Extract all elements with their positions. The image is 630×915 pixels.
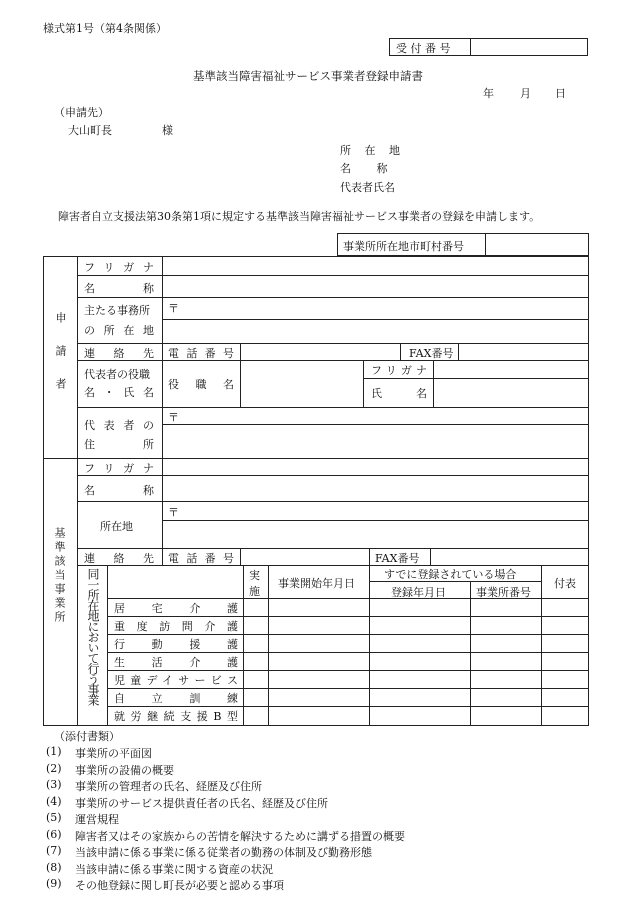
- attachment-item: 当該申請に係る事業に係る従業者の勤務の体制及び勤務形態: [75, 846, 372, 859]
- main-office-address-field[interactable]: [164, 321, 586, 341]
- addressee-label: （申請先）: [54, 106, 109, 119]
- service-attachment-field[interactable]: [543, 599, 587, 615]
- representative-label-1: 代表者の役職: [84, 368, 150, 381]
- date-day: 日: [555, 87, 566, 100]
- service-reg-date-field[interactable]: [371, 599, 469, 615]
- implemented-label-1: 実: [249, 569, 260, 582]
- applicant-location-label: 所 在 地: [340, 144, 405, 157]
- service-attachment-field[interactable]: [543, 635, 587, 651]
- attachment-item: 障害者又はその家族からの苦情を解決するために講ずる措置の概要: [75, 829, 405, 843]
- service-office-no-field[interactable]: [472, 707, 540, 723]
- service-reg-date-field[interactable]: [371, 617, 469, 633]
- receipt-number-field[interactable]: [472, 39, 586, 55]
- service-implemented-field[interactable]: [245, 707, 267, 723]
- applicant-representative-label: 代表者氏名: [340, 181, 395, 194]
- applicant-name-label: 名 称: [340, 162, 388, 175]
- attachment-number: (7): [46, 844, 62, 857]
- attachment-number: (1): [46, 745, 62, 758]
- service-reg-date-field[interactable]: [371, 707, 469, 723]
- service-office-no-field[interactable]: [472, 689, 540, 705]
- already-registered-label: すでに登録されている場合: [384, 568, 517, 581]
- receipt-number-label: 受 付 番 号: [396, 42, 451, 55]
- service-start-date-field[interactable]: [270, 617, 368, 633]
- office-tel-label: 電話番号: [168, 552, 234, 565]
- rep-address-postal-mark: 〒: [168, 411, 179, 424]
- addressee: 大山町長: [68, 124, 112, 137]
- service-name: 児童デイサービス: [114, 674, 238, 687]
- service-office-no-field[interactable]: [472, 653, 540, 669]
- office-address-field[interactable]: [164, 522, 586, 546]
- service-implemented-field[interactable]: [245, 671, 267, 687]
- applicant-fax-label: FAX番号: [409, 347, 454, 360]
- service-name: 生活介護: [114, 656, 238, 669]
- service-start-date-field[interactable]: [270, 599, 368, 615]
- service-implemented-field[interactable]: [245, 635, 267, 651]
- service-name: 自立訓練: [114, 692, 238, 705]
- office-section-label: 基準該当事業所: [53, 527, 66, 625]
- service-reg-date-field[interactable]: [371, 653, 469, 669]
- attachment-item: 事業所の管理者の氏名、経歴及び住所: [75, 780, 262, 793]
- registration-date-label: 登録年月日: [391, 586, 446, 599]
- service-implemented-field[interactable]: [245, 617, 267, 633]
- attachment-number: (2): [46, 761, 62, 775]
- applicant-name-field[interactable]: [164, 278, 586, 296]
- service-implemented-field[interactable]: [245, 653, 267, 669]
- rep-furigana-field[interactable]: [435, 362, 586, 377]
- page-title: 基準該当障害福祉サービス事業者登録申請書: [193, 69, 423, 83]
- applicant-furigana-label: フリガナ: [84, 261, 154, 274]
- same-location-label: 同一所在地において行う事業: [86, 568, 100, 705]
- applicant-furigana-field[interactable]: [164, 258, 586, 274]
- municipality-code-field[interactable]: [487, 235, 587, 254]
- attachments-label: （添付書類）: [54, 730, 120, 743]
- rep-name-label: 氏名: [371, 387, 427, 400]
- applicant-tel-label: 電話番号: [168, 347, 234, 360]
- rep-address-label-2: 住所: [84, 438, 154, 451]
- municipality-code-label: 事業所所在地市町村番号: [343, 240, 464, 253]
- position-label: 役職名: [168, 378, 234, 391]
- applicant-tel-field[interactable]: [242, 345, 398, 359]
- attachment-number: (9): [46, 877, 62, 890]
- start-date-label: 事業開始年月日: [278, 577, 355, 590]
- attachment-label: 付表: [554, 577, 576, 590]
- office-postal-mark: 〒: [168, 506, 179, 519]
- rep-address-field[interactable]: [164, 426, 586, 456]
- main-office-label-2: の所在地: [84, 324, 154, 337]
- rep-address-postal-field[interactable]: [180, 409, 586, 423]
- applicant-section-label: 申請者: [54, 312, 67, 411]
- rep-furigana-label: フリガナ: [371, 364, 427, 377]
- implemented-label-2: 施: [249, 585, 260, 598]
- service-start-date-field[interactable]: [270, 671, 368, 687]
- office-furigana-label: フリガナ: [84, 462, 154, 475]
- attachment-number: (4): [46, 794, 62, 808]
- service-attachment-field[interactable]: [543, 617, 587, 633]
- date-year: 年: [483, 87, 494, 100]
- attachment-number: (3): [46, 778, 62, 791]
- applicant-name-label-cell: 名称: [84, 282, 154, 295]
- service-name: 行動援護: [114, 638, 238, 651]
- attachment-item: その他登録に関し町長が必要と認める事項: [75, 879, 284, 892]
- office-fax-label: FAX番号: [375, 552, 420, 565]
- service-implemented-field[interactable]: [245, 599, 267, 615]
- service-start-date-field[interactable]: [270, 653, 368, 669]
- office-fax-field[interactable]: [432, 550, 586, 564]
- applicant-contact-label: 連絡先: [84, 347, 154, 360]
- service-reg-date-field[interactable]: [371, 635, 469, 651]
- office-furigana-field[interactable]: [164, 459, 586, 474]
- service-attachment-field[interactable]: [543, 671, 587, 687]
- office-name-label: 名称: [84, 484, 154, 497]
- office-location-label: 所在地: [100, 520, 133, 533]
- rep-name-field[interactable]: [435, 380, 586, 406]
- office-postal-field[interactable]: [180, 503, 586, 519]
- service-attachment-field[interactable]: [543, 653, 587, 669]
- honorific: 様: [162, 124, 173, 137]
- service-attachment-field[interactable]: [543, 689, 587, 705]
- attachment-item: 事業所の平面図: [75, 747, 152, 760]
- application-statement: 障害者自立支援法第30条第1項に規定する基準該当障害福祉サービス事業者の登録を申請します。: [58, 210, 541, 223]
- attachment-number: (8): [46, 860, 62, 874]
- service-implemented-field[interactable]: [245, 689, 267, 705]
- main-office-postal-mark: 〒: [168, 302, 179, 315]
- attachment-number: (6): [46, 827, 62, 841]
- service-office-no-field[interactable]: [472, 671, 540, 687]
- service-office-no-field[interactable]: [472, 599, 540, 615]
- service-office-no-field[interactable]: [472, 635, 540, 651]
- attachment-item: 事業所のサービス提供責任者の氏名、経歴及び住所: [75, 796, 328, 810]
- service-start-date-field[interactable]: [270, 689, 368, 705]
- rep-address-label-1: 代表者の: [84, 419, 154, 432]
- applicant-fax-field[interactable]: [460, 345, 586, 359]
- position-field[interactable]: [242, 362, 361, 405]
- service-name: 重度訪問介護: [114, 620, 238, 633]
- office-number-label: 事業所番号: [476, 586, 531, 599]
- service-reg-date-field[interactable]: [371, 689, 469, 705]
- office-tel-field[interactable]: [242, 550, 367, 564]
- office-name-field[interactable]: [164, 477, 586, 499]
- service-attachment-field[interactable]: [543, 707, 587, 723]
- service-office-no-field[interactable]: [472, 617, 540, 633]
- attachment-item: 事業所の設備の概要: [75, 763, 174, 777]
- service-start-date-field[interactable]: [270, 635, 368, 651]
- representative-label-2: 名・氏名: [84, 386, 154, 399]
- attachment-item: 運営規程: [75, 813, 119, 826]
- attachment-item: 当該申請に係る事業に関する資産の状況: [75, 862, 273, 876]
- attachment-number: (5): [46, 811, 62, 824]
- office-contact-label: 連絡先: [84, 552, 154, 565]
- service-start-date-field[interactable]: [270, 707, 368, 723]
- service-name: 居宅介護: [114, 602, 238, 615]
- form-number: 様式第1号（第4条関係）: [43, 22, 167, 35]
- main-office-postal-field[interactable]: [180, 299, 586, 317]
- date-month: 月: [520, 87, 531, 100]
- main-office-label-1: 主たる事務所: [84, 304, 150, 317]
- service-reg-date-field[interactable]: [371, 671, 469, 687]
- service-name: 就労継続支援B型: [114, 710, 238, 723]
